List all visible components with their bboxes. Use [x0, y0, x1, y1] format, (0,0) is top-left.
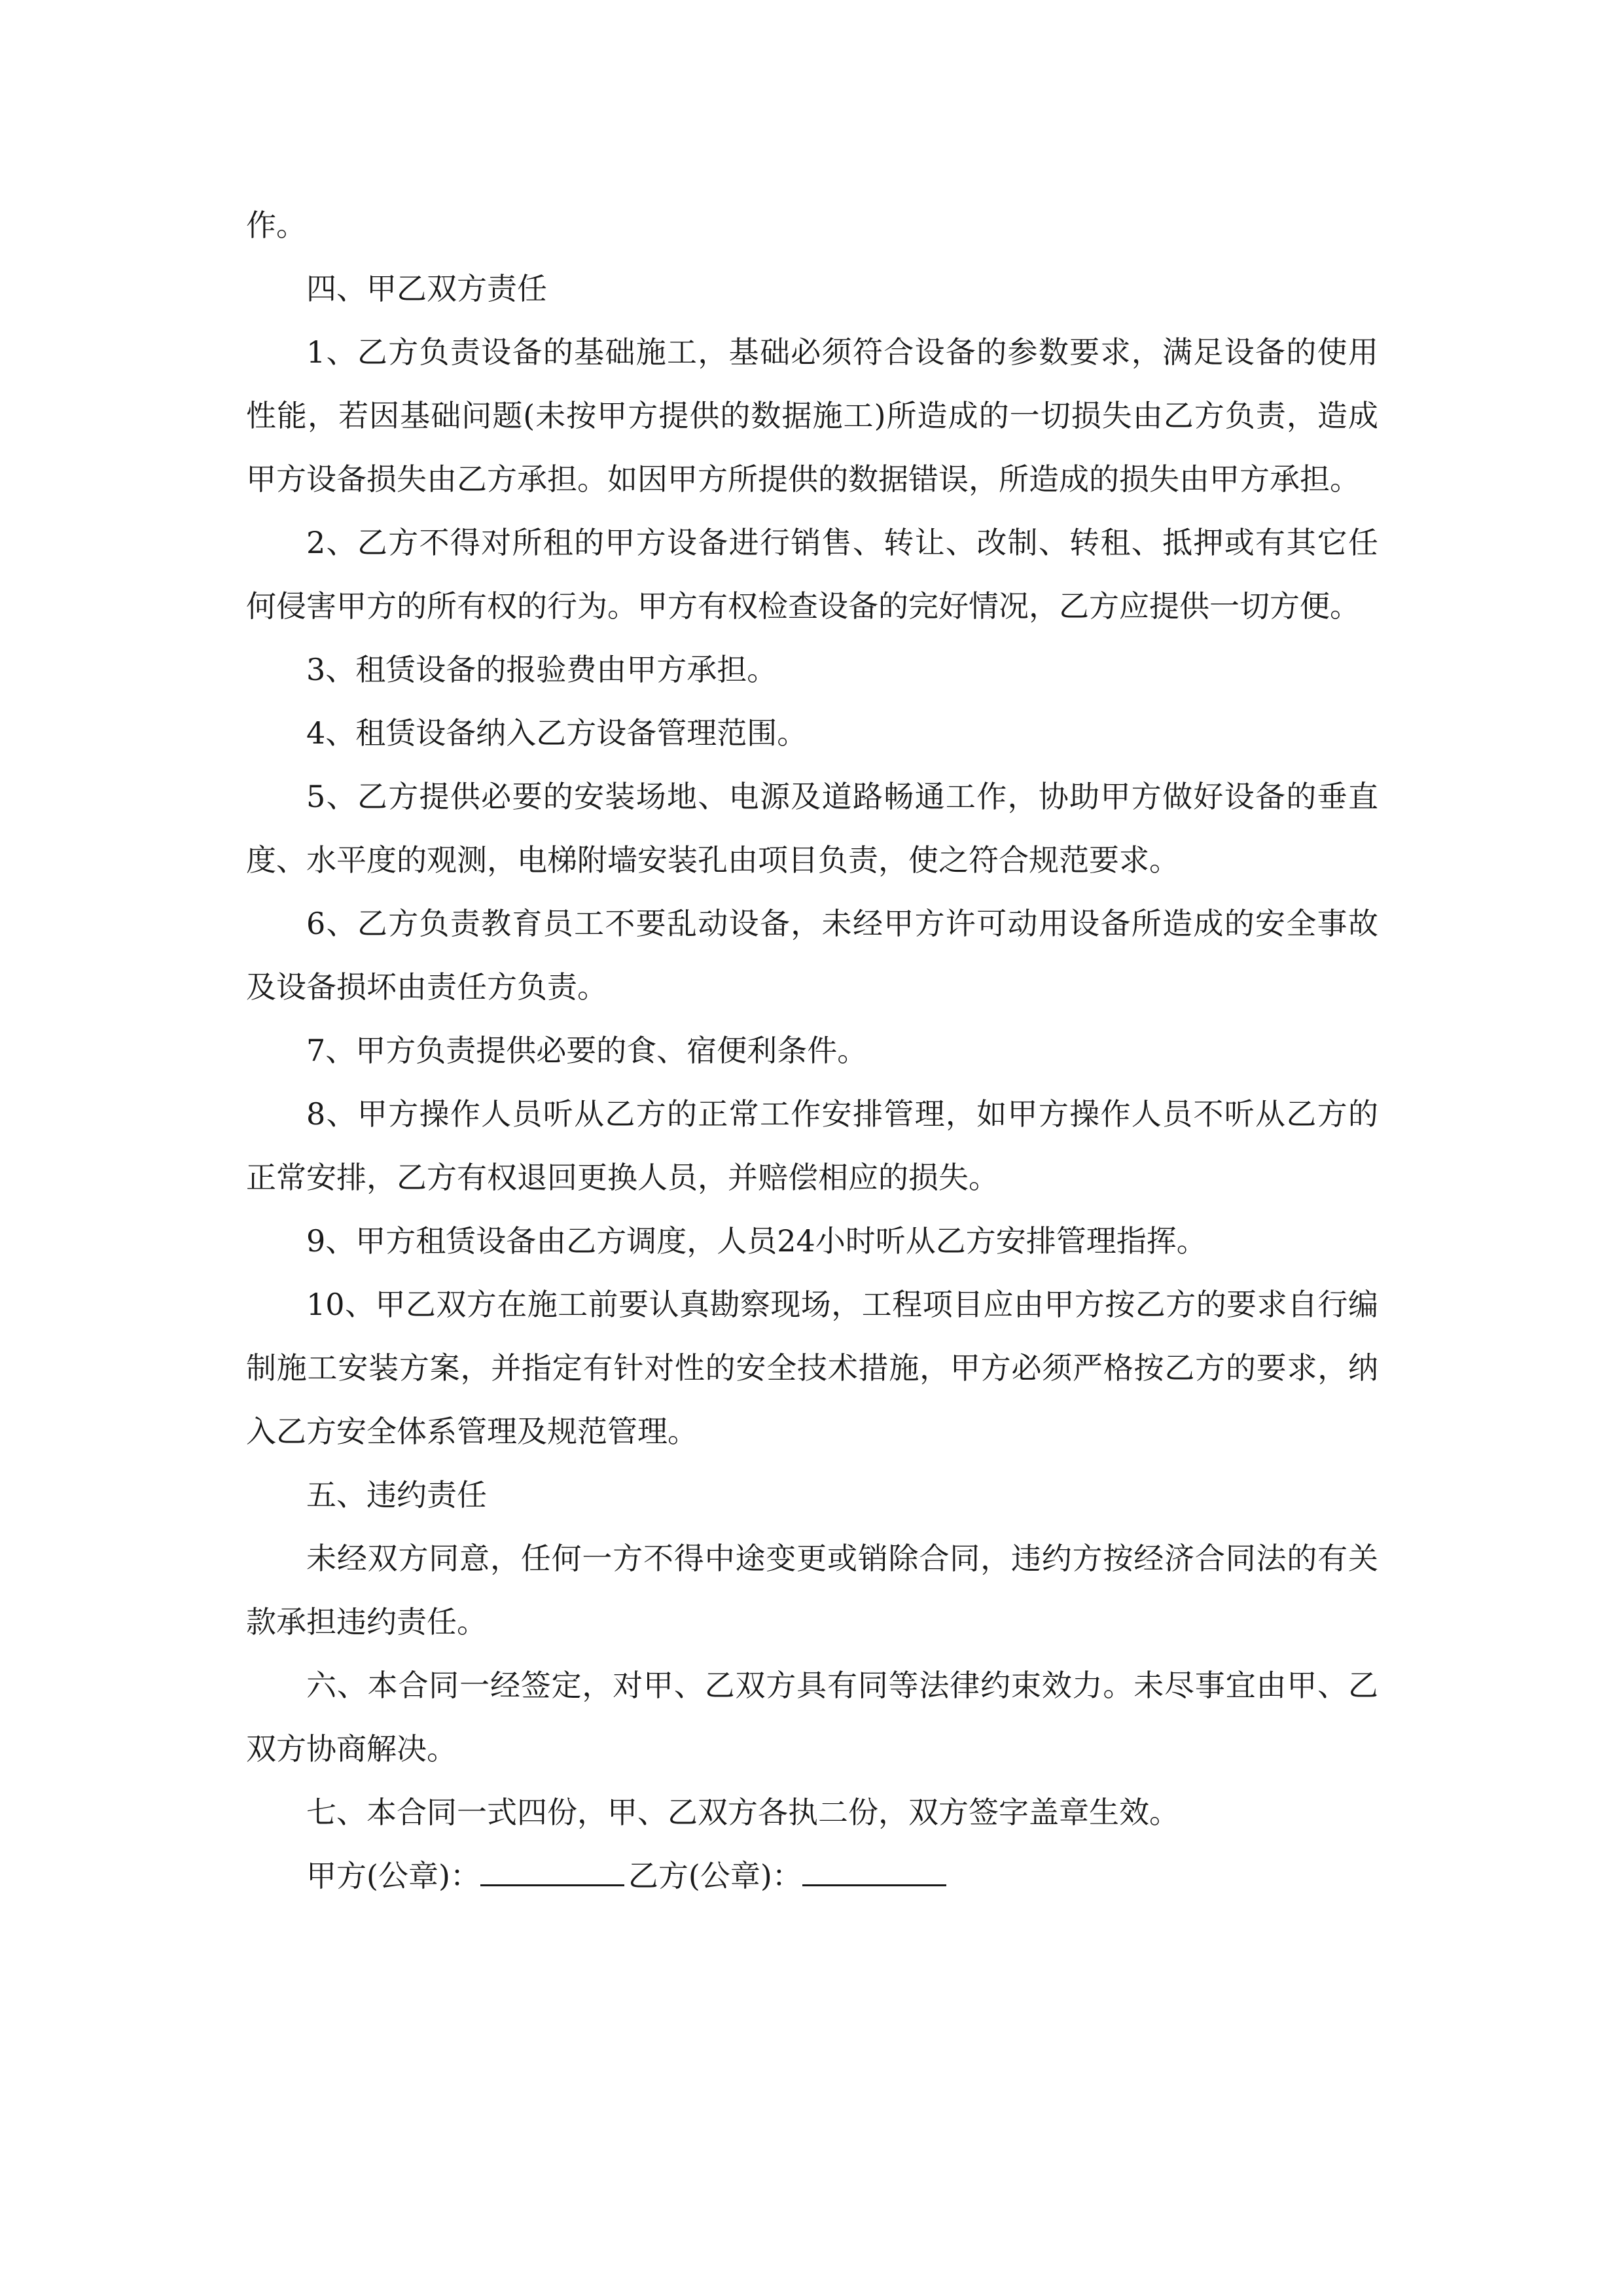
clause-8: 8、甲方操作人员听从乙方的正常工作安排管理，如甲方操作人员不听从乙方的正常安排，乙方有权退回更换人员，并赔偿相应的损失。 — [246, 1096, 1378, 1195]
section-seven: 七、本合同一式四份，甲、乙双方各执二份，双方签字盖章生效。 — [306, 1795, 1179, 1830]
party-a-seal-label: 甲方(公章)： — [306, 1858, 480, 1893]
party-b-signature-blank — [802, 1858, 946, 1886]
party-b-seal-label: 乙方(公章)： — [628, 1858, 802, 1893]
section-heading-breach: 五、违约责任 — [306, 1477, 487, 1513]
clause-4: 4、租赁设备纳入乙方设备管理范围。 — [306, 715, 808, 751]
document-body — [246, 194, 1378, 1908]
clause-6: 6、乙方负责教育员工不要乱动设备，未经甲方许可动用设备所造成的安全事故及设备损坏由责任方负责。 — [246, 906, 1378, 1005]
clause-10: 10、甲乙双方在施工前要认真勘察现场，工程项目应由甲方按乙方的要求自行编制施工安装方案，并指定有针对性的安全技术措施，甲方必须严格按乙方的要求，纳入乙方安全体系管理及规范管理。 — [246, 1287, 1378, 1449]
breach-clause: 未经双方同意，任何一方不得中途变更或销除合同，违约方按经济合同法的有关款承担违约责任。 — [246, 1541, 1378, 1640]
section-heading-responsibilities: 四、甲乙双方责任 — [306, 271, 547, 306]
clause-3: 3、租赁设备的报验费由甲方承担。 — [306, 652, 777, 687]
signature-line — [246, 1844, 1378, 1908]
clause-1: 1、乙方负责设备的基础施工，基础必须符合设备的参数要求，满足设备的使用性能，若因基础问题(未按甲方提供的数据施工)所造成的一切损失由乙方负责，造成甲方设备损失由乙方承担。如因甲方所提供的数据错误，所造成的损失由甲方承担。 — [246, 334, 1378, 497]
section-six: 六、本合同一经签定，对甲、乙双方具有同等法律约束效力。未尽事宜由甲、乙双方协商解决。 — [246, 1668, 1378, 1767]
clause-7: 7、甲方负责提供必要的食、宿便利条件。 — [306, 1033, 868, 1068]
clause-2: 2、乙方不得对所租的甲方设备进行销售、转让、改制、转租、抵押或有其它任何侵害甲方的所有权的行为。甲方有权检查设备的完好情况，乙方应提供一切方便。 — [246, 525, 1378, 624]
clause-9: 9、甲方租赁设备由乙方调度，人员24小时听从乙方安排管理指挥。 — [306, 1223, 1207, 1259]
clause-5: 5、乙方提供必要的安装场地、电源及道路畅通工作，协助甲方做好设备的垂直度、水平度的观测，电梯附墙安装孔由项目负责，使之符合规范要求。 — [246, 779, 1378, 878]
party-a-signature-blank — [480, 1858, 624, 1886]
paragraph-continuation: 作。 — [246, 207, 306, 243]
